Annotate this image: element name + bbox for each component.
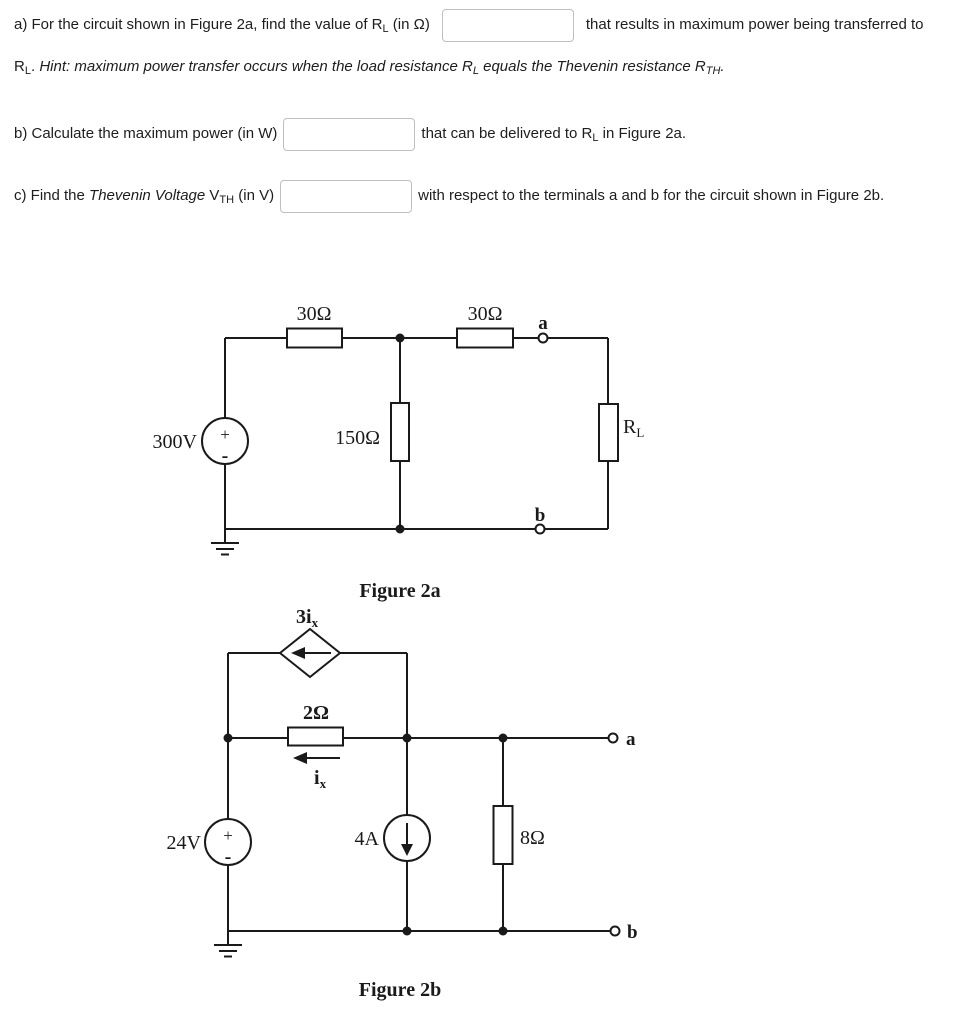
question-part-c [14, 177, 945, 219]
part-c-text-4: with respect to the terminals a and b for the circuit shown in Figure 2b. [418, 187, 885, 204]
fig2b-resistor-8ohm [494, 806, 513, 864]
fig2a-load-resistor [599, 404, 618, 461]
fig2b-resistor-2ohm-label: 2Ω [302, 702, 330, 724]
fig2a-ground-icon [211, 529, 239, 555]
part-a-text-1: a) For the circuit shown in Figure 2a, find the value of R [14, 16, 383, 33]
fig2a-plus-sign: + [220, 425, 230, 444]
fig2b-resistor-2ohm [288, 728, 343, 746]
fig2b-junction-dot-node-left [224, 734, 233, 743]
part-a-text-2: (in Ω) [388, 16, 430, 33]
fig2b-terminal-a-label: a [626, 729, 636, 750]
fig2a-resistor-150ohm [391, 403, 409, 461]
fig2b-ix-arrowhead [293, 752, 307, 764]
fig2a-resistor-30ohm-left-label: 30Ω [296, 303, 332, 325]
part-a-hint-text-2: equals the Thevenin resistance R [478, 58, 706, 75]
part-a-text-3: that results in maximum power being transferred to R [14, 16, 924, 75]
fig2a-minus-sign: - [221, 445, 229, 467]
fig2a-resistor-30ohm-right-label: 30Ω [467, 303, 503, 325]
fig2a-junction-dot-top [396, 334, 405, 343]
fig2b-terminal-a [609, 734, 618, 743]
part-b-text-3: in Figure 2a. [598, 125, 687, 142]
part-c-sub-vth: TH [219, 194, 235, 206]
answer-input-c[interactable] [280, 180, 412, 213]
fig2b-dependent-source-label: $3i_x$ [296, 606, 319, 630]
part-c-text-2: V [205, 187, 220, 204]
part-c-text-3: (in V) [234, 187, 275, 204]
fig2a-terminal-a-label: a [538, 313, 548, 334]
part-a-hint-sub-rth: TH [705, 65, 721, 77]
fig2b-terminal-b [611, 927, 620, 936]
fig2a-resistor-30ohm-right [457, 329, 513, 348]
question-part-b [14, 115, 945, 157]
part-a-sub-rl-1: L [382, 23, 389, 35]
circuit-diagrams [0, 280, 959, 1024]
part-b-text-1: b) Calculate the maximum power (in W) [14, 125, 278, 142]
part-a-hint-sub-rl: L [472, 65, 479, 77]
fig2a-resistor-150ohm-label: 150Ω [335, 427, 380, 449]
figure-2a-caption: Figure 2a [359, 580, 441, 602]
fig2b-voltage-source-label: 24V [166, 832, 201, 854]
figure-2a-circuit [153, 303, 645, 602]
part-a-text-4: . [30, 58, 40, 75]
fig2b-minus-sign: - [224, 846, 232, 868]
figure-2b-caption: Figure 2b [358, 979, 442, 1001]
fig2b-resistor-8ohm-label: 8Ω [520, 827, 545, 849]
fig2b-junction-dot-node-right [499, 734, 508, 743]
question-part-a [14, 6, 945, 90]
fig2a-resistor-30ohm-left [287, 329, 342, 348]
fig2b-terminal-b-label: b [627, 922, 638, 943]
fig2a-terminal-b-label: b [534, 505, 546, 526]
part-c-text-1: c) Find the [14, 187, 90, 204]
fig2b-junction-dot-bottom-right [499, 927, 508, 936]
part-a-hint-text: Hint: maximum power transfer occurs when the load resistance R [39, 58, 473, 75]
answer-input-a[interactable] [442, 9, 574, 42]
fig2a-terminal-a [539, 334, 548, 343]
fig2a-voltage-source-label: 300V [152, 431, 197, 453]
fig2b-junction-dot-node-mid [403, 734, 412, 743]
part-a-sub-rl-2: L [24, 65, 31, 77]
fig2b-plus-sign: + [223, 826, 233, 845]
fig2a-junction-dot-bottom [396, 525, 405, 534]
answer-input-b[interactable] [283, 118, 415, 151]
part-b-sub-rl: L [592, 132, 599, 144]
part-a-hint-end: . [720, 58, 725, 75]
part-b-text-2: that can be delivered to R [421, 125, 593, 142]
part-c-italic-phrase: Thevenin Voltage [89, 187, 206, 204]
fig2b-current-source-label: 4A [354, 828, 379, 850]
figure-2b-circuit [167, 606, 638, 1001]
fig2b-junction-dot-bottom-mid [403, 927, 412, 936]
fig2b-ix-label: $i_x$ [314, 767, 327, 791]
fig2b-ground-icon [214, 931, 242, 957]
fig2a-load-resistor-label: $R_L$ [623, 416, 645, 440]
